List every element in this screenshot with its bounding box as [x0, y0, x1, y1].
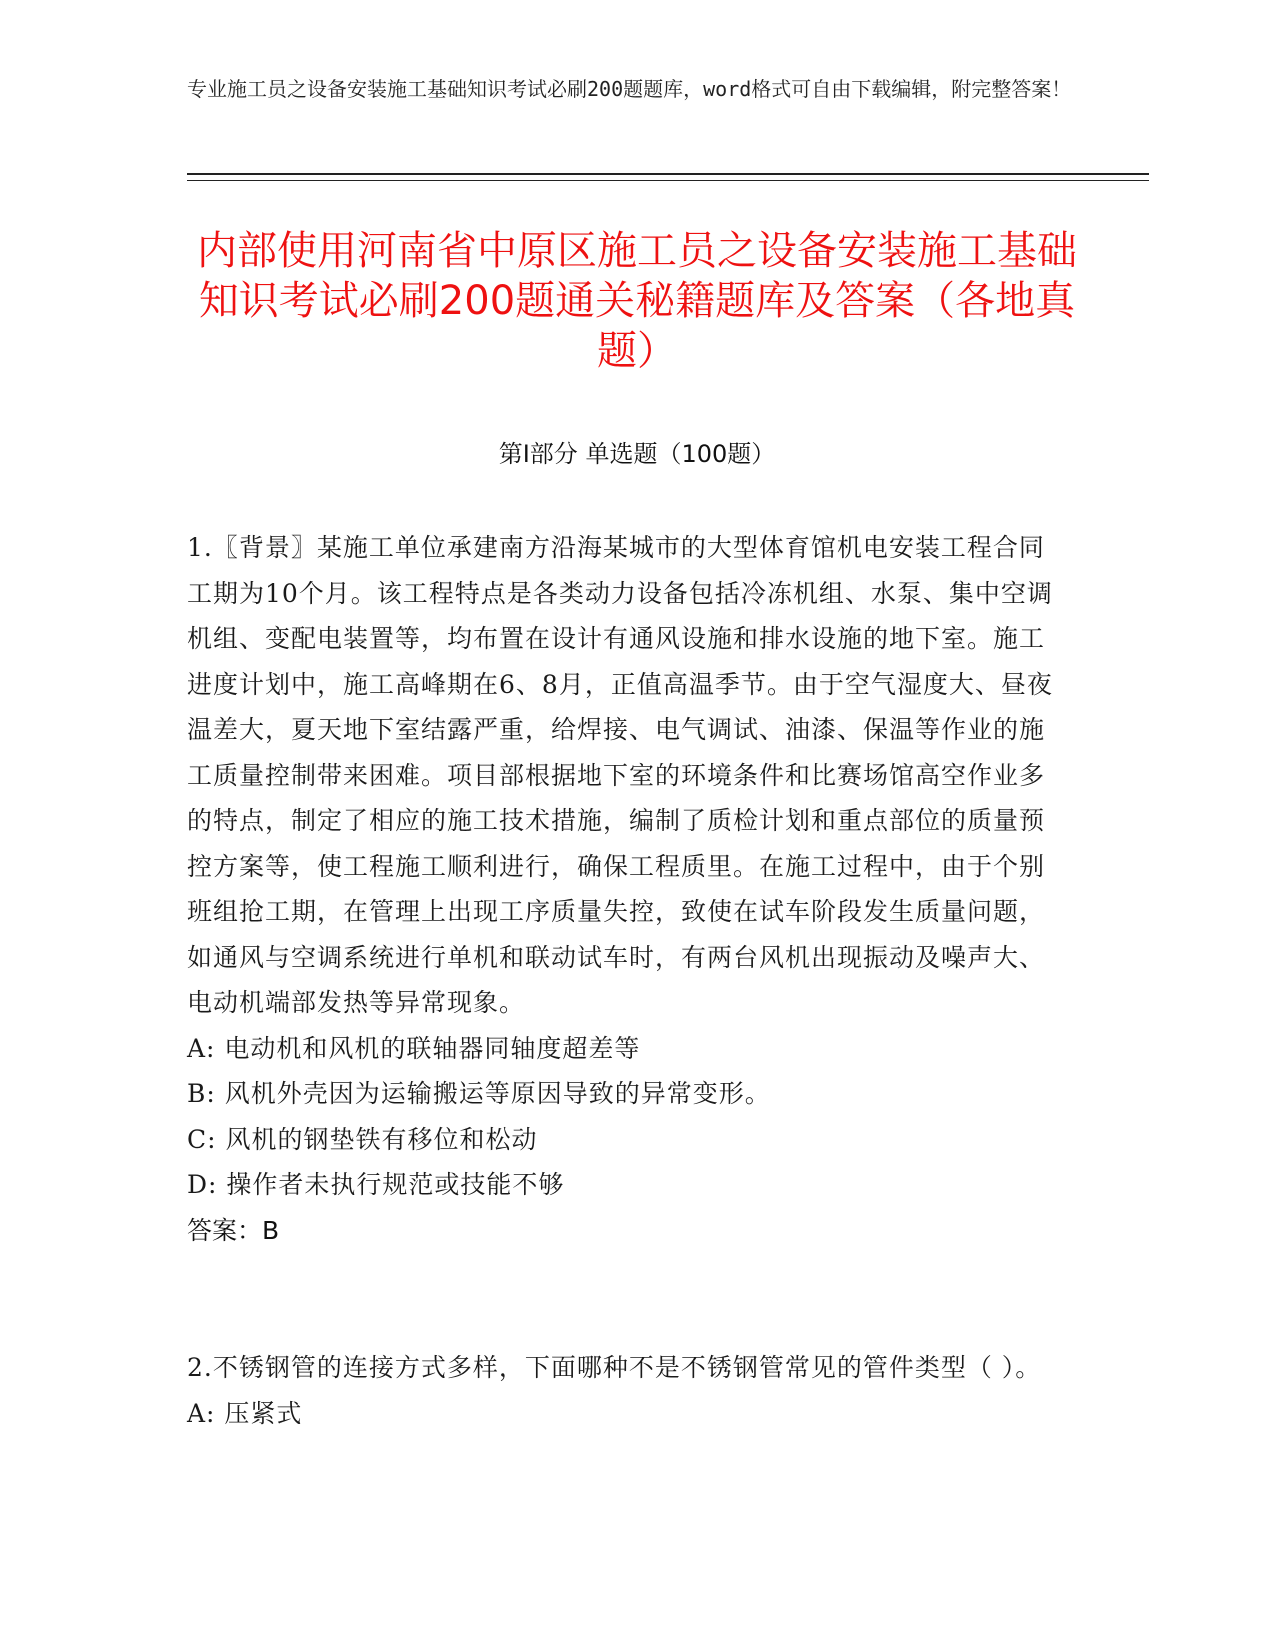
document-title: 内部使用河南省中原区施工员之设备安装施工基础知识考试必刷200题通关秘籍题库及答案（各地真题） [197, 228, 1077, 374]
header-divider-thin [187, 180, 1149, 181]
question-1 [187, 525, 1067, 1253]
option-b: B: 风机外壳因为运输搬运等原因导致的异常变形。 [187, 1079, 771, 1108]
question-2 [187, 1345, 1067, 1436]
question-stem: 2.不锈钢管的连接方式多样，下面哪种不是不锈钢管常见的管件类型（ ）。 [187, 1353, 1042, 1382]
option-a: A: 电动机和风机的联轴器同轴度超差等 [187, 1033, 641, 1063]
header-note: 专业施工员之设备安装施工基础知识考试必刷200题题库，word格式可自由下载编辑，附完整答案！ [187, 77, 1072, 101]
question-stem: 1.〖背景〗某施工单位承建南方沿海某城市的大型体育馆机电安装工程合同工期为10个月。该工程特点是各类动力设备包括冷冻机组、水泵、集中空调机组、变配电装置等，均布置在设计有通风设施和排水设施的地下室。施工进度计划中，施工高峰期在6、8月，正值高温季节。由于空气湿度大、昼夜温差大，夏天地下室结露严重，给焊接、电气调试、油漆、保温等作业的施工质量控制带来困难。项目部根据地下室的环境条件和比赛场馆高空作业多的特点，制定了相应的施工技术措施，编制了质检计划和重点部位的质量预控方案等，使工程施工顺利进行，确保工程质里。在施工过程中，由于个别班组抢工期，在管理上出现工序质量失控，致使在试车阶段发生质量问题，如通风与空调系统进行单机和联动试车时，有两台风机出现振动及噪声大、电动机端部发热等异常现象。 [187, 533, 1053, 1017]
option-c: C: 风机的钢垫铁有移位和松动 [187, 1124, 538, 1154]
header-divider-thick [187, 173, 1149, 175]
option-d: D: 操作者未执行规范或技能不够 [187, 1170, 565, 1199]
answer-label: 答案：B [187, 1215, 280, 1245]
option-a: A: 压紧式 [187, 1398, 303, 1428]
section-title: 第Ⅰ部分 单选题（100题） [498, 440, 776, 468]
